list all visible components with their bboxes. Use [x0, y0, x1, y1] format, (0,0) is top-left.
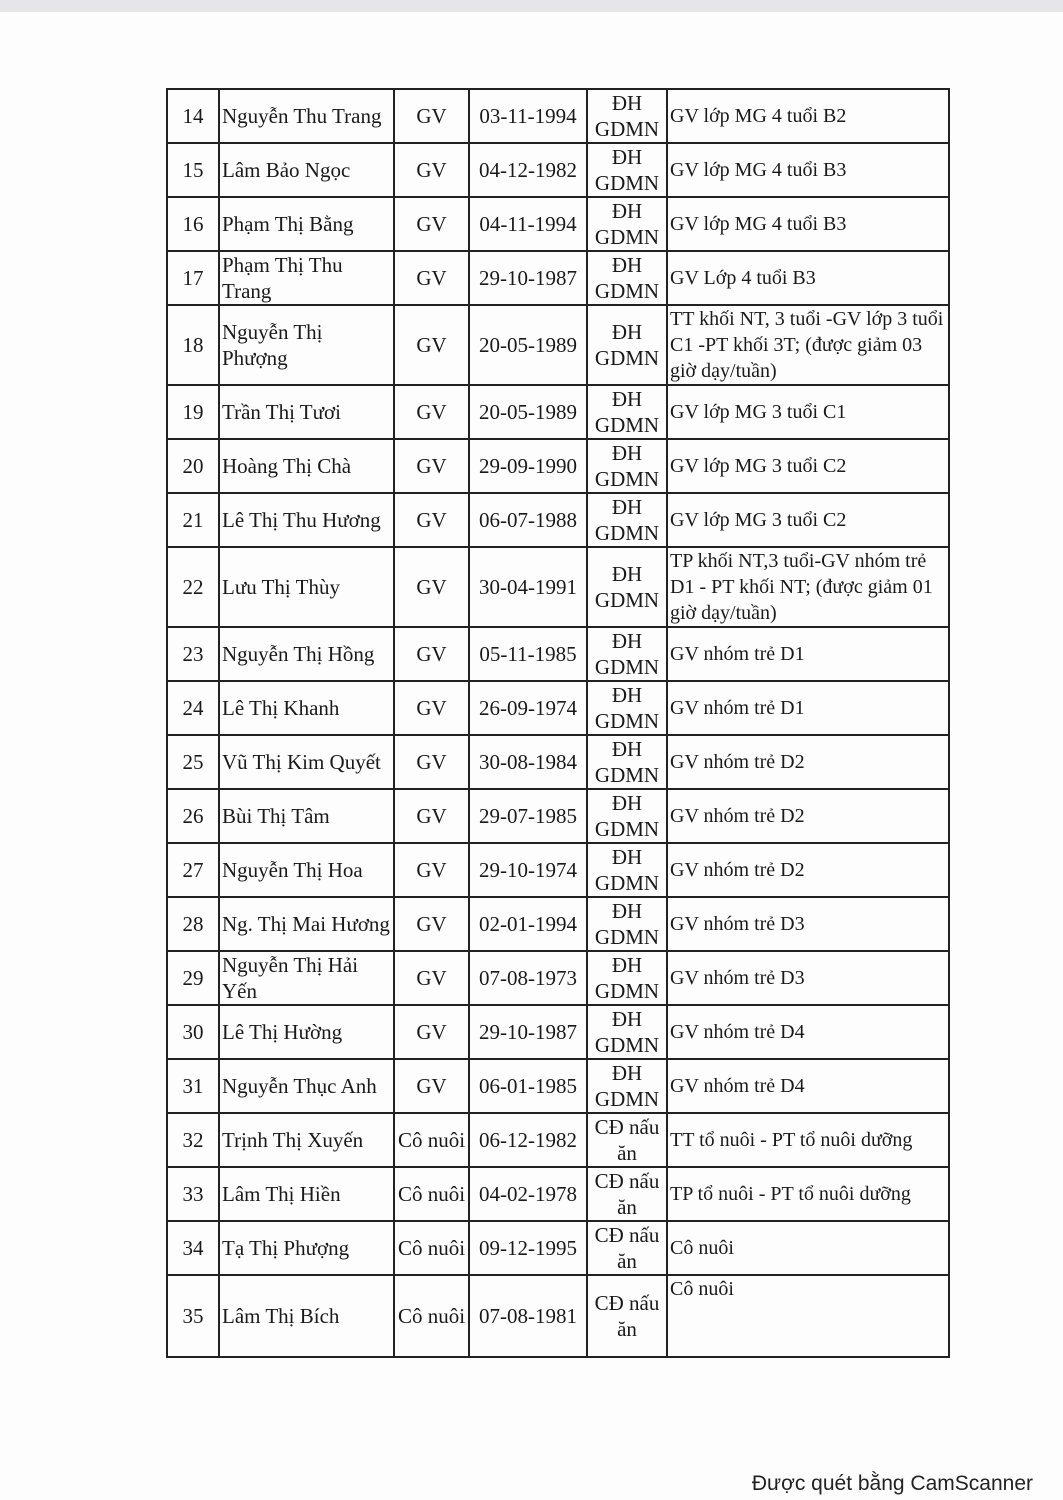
staff-name: Nguyễn Thục Anh: [219, 1059, 394, 1113]
assigned-task: GV lớp MG 4 tuổi B2: [667, 89, 949, 143]
table-row: [167, 627, 949, 681]
staff-name: Ng. Thị Mai Hương: [219, 897, 394, 951]
staff-role: GV: [394, 735, 469, 789]
birth-date: 29-10-1987: [469, 251, 587, 305]
row-number: 19: [167, 385, 219, 439]
assigned-task: GV lớp MG 3 tuổi C1: [667, 385, 949, 439]
staff-name: Phạm Thị Bằng: [219, 197, 394, 251]
top-edge-bar: [0, 0, 1063, 12]
assigned-task: GV lớp MG 4 tuổi B3: [667, 197, 949, 251]
row-number: 21: [167, 493, 219, 547]
birth-date: 06-01-1985: [469, 1059, 587, 1113]
qualification: ĐH GDMN: [587, 305, 667, 385]
staff-role: GV: [394, 143, 469, 197]
staff-role: GV: [394, 681, 469, 735]
birth-date: 29-09-1990: [469, 439, 587, 493]
row-number: 16: [167, 197, 219, 251]
birth-date: 29-10-1987: [469, 1005, 587, 1059]
qualification: ĐH GDMN: [587, 789, 667, 843]
qualification: ĐH GDMN: [587, 1005, 667, 1059]
staff-table-body: [167, 89, 949, 1357]
birth-date: 07-08-1973: [469, 951, 587, 1005]
staff-role: GV: [394, 897, 469, 951]
qualification: CĐ nấu ăn: [587, 1275, 667, 1357]
staff-name: Lâm Thị Bích: [219, 1275, 394, 1357]
birth-date: 09-12-1995: [469, 1221, 587, 1275]
row-number: 29: [167, 951, 219, 1005]
assigned-task: GV nhóm trẻ D4: [667, 1005, 949, 1059]
staff-role: Cô nuôi: [394, 1113, 469, 1167]
table-row: [167, 493, 949, 547]
row-number: 28: [167, 897, 219, 951]
row-number: 15: [167, 143, 219, 197]
assigned-task: GV nhóm trẻ D1: [667, 627, 949, 681]
staff-name: Nguyễn Thị Hồng: [219, 627, 394, 681]
qualification: CĐ nấu ăn: [587, 1167, 667, 1221]
birth-date: 06-07-1988: [469, 493, 587, 547]
table-row: [167, 1275, 949, 1357]
row-number: 30: [167, 1005, 219, 1059]
staff-name: Hoàng Thị Chà: [219, 439, 394, 493]
staff-name: Nguyễn Thị Phượng: [219, 305, 394, 385]
camscanner-footer: Được quét bằng CamScanner: [751, 1472, 1033, 1495]
assigned-task: GV nhóm trẻ D3: [667, 951, 949, 1005]
assigned-task: TP khối NT,3 tuổi-GV nhóm trẻ D1 - PT khối NT; (được giảm 01 giờ dạy/tuần): [667, 547, 949, 627]
assigned-task: Cô nuôi: [667, 1275, 949, 1357]
table-row: [167, 897, 949, 951]
birth-date: 04-12-1982: [469, 143, 587, 197]
assigned-task: Cô nuôi: [667, 1221, 949, 1275]
assigned-task: GV nhóm trẻ D3: [667, 897, 949, 951]
staff-role: Cô nuôi: [394, 1275, 469, 1357]
staff-name: Trịnh Thị Xuyến: [219, 1113, 394, 1167]
table-row: [167, 547, 949, 627]
birth-date: 26-09-1974: [469, 681, 587, 735]
qualification: ĐH GDMN: [587, 897, 667, 951]
row-number: 22: [167, 547, 219, 627]
table-row: [167, 789, 949, 843]
qualification: ĐH GDMN: [587, 143, 667, 197]
qualification: ĐH GDMN: [587, 385, 667, 439]
staff-role: GV: [394, 1059, 469, 1113]
table-row: [167, 305, 949, 385]
qualification: ĐH GDMN: [587, 547, 667, 627]
qualification: ĐH GDMN: [587, 951, 667, 1005]
row-number: 35: [167, 1275, 219, 1357]
staff-role: GV: [394, 547, 469, 627]
birth-date: 30-04-1991: [469, 547, 587, 627]
birth-date: 06-12-1982: [469, 1113, 587, 1167]
staff-role: Cô nuôi: [394, 1167, 469, 1221]
row-number: 32: [167, 1113, 219, 1167]
assigned-task: GV lớp MG 4 tuổi B3: [667, 143, 949, 197]
staff-name: Nguyễn Thị Hải Yến: [219, 951, 394, 1005]
staff-role: GV: [394, 439, 469, 493]
birth-date: 20-05-1989: [469, 305, 587, 385]
row-number: 18: [167, 305, 219, 385]
staff-role: GV: [394, 385, 469, 439]
assigned-task: GV nhóm trẻ D1: [667, 681, 949, 735]
birth-date: 04-11-1994: [469, 197, 587, 251]
qualification: ĐH GDMN: [587, 89, 667, 143]
birth-date: 20-05-1989: [469, 385, 587, 439]
row-number: 23: [167, 627, 219, 681]
staff-role: Cô nuôi: [394, 1221, 469, 1275]
staff-name: Lê Thị Khanh: [219, 681, 394, 735]
row-number: 25: [167, 735, 219, 789]
qualification: CĐ nấu ăn: [587, 1113, 667, 1167]
row-number: 33: [167, 1167, 219, 1221]
staff-name: Lưu Thị Thùy: [219, 547, 394, 627]
table-row: [167, 1113, 949, 1167]
table-row: [167, 197, 949, 251]
staff-name: Lê Thị Thu Hương: [219, 493, 394, 547]
qualification: ĐH GDMN: [587, 251, 667, 305]
assigned-task: GV nhóm trẻ D2: [667, 735, 949, 789]
assigned-task: GV nhóm trẻ D2: [667, 843, 949, 897]
table-row: [167, 681, 949, 735]
birth-date: 29-10-1974: [469, 843, 587, 897]
qualification: CĐ nấu ăn: [587, 1221, 667, 1275]
staff-role: GV: [394, 197, 469, 251]
staff-role: GV: [394, 1005, 469, 1059]
assigned-task: GV nhóm trẻ D4: [667, 1059, 949, 1113]
table-row: [167, 1005, 949, 1059]
qualification: ĐH GDMN: [587, 735, 667, 789]
staff-name: Lâm Bảo Ngọc: [219, 143, 394, 197]
table-row: [167, 735, 949, 789]
birth-date: 03-11-1994: [469, 89, 587, 143]
assigned-task: GV lớp MG 3 tuổi C2: [667, 493, 949, 547]
table-row: [167, 1221, 949, 1275]
staff-name: Bùi Thị Tâm: [219, 789, 394, 843]
staff-name: Trần Thị Tươi: [219, 385, 394, 439]
staff-name: Lâm Thị Hiền: [219, 1167, 394, 1221]
qualification: ĐH GDMN: [587, 843, 667, 897]
assigned-task: TT khối NT, 3 tuổi -GV lớp 3 tuổi C1 -PT khối 3T; (được giảm 03 giờ dạy/tuần): [667, 305, 949, 385]
row-number: 24: [167, 681, 219, 735]
qualification: ĐH GDMN: [587, 197, 667, 251]
staff-role: GV: [394, 627, 469, 681]
staff-table: [166, 88, 950, 1358]
assigned-task: GV nhóm trẻ D2: [667, 789, 949, 843]
staff-name: Tạ Thị Phượng: [219, 1221, 394, 1275]
table-row: [167, 143, 949, 197]
birth-date: 02-01-1994: [469, 897, 587, 951]
staff-role: GV: [394, 843, 469, 897]
staff-name: Phạm Thị Thu Trang: [219, 251, 394, 305]
staff-role: GV: [394, 305, 469, 385]
row-number: 26: [167, 789, 219, 843]
staff-role: GV: [394, 251, 469, 305]
staff-role: GV: [394, 789, 469, 843]
table-row: [167, 385, 949, 439]
row-number: 14: [167, 89, 219, 143]
row-number: 27: [167, 843, 219, 897]
table-row: [167, 89, 949, 143]
row-number: 20: [167, 439, 219, 493]
row-number: 34: [167, 1221, 219, 1275]
staff-name: Vũ Thị Kim Quyết: [219, 735, 394, 789]
table-row: [167, 951, 949, 1005]
row-number: 31: [167, 1059, 219, 1113]
qualification: ĐH GDMN: [587, 681, 667, 735]
birth-date: 04-02-1978: [469, 1167, 587, 1221]
assigned-task: GV Lớp 4 tuổi B3: [667, 251, 949, 305]
qualification: ĐH GDMN: [587, 1059, 667, 1113]
table-row: [167, 1059, 949, 1113]
assigned-task: GV lớp MG 3 tuổi C2: [667, 439, 949, 493]
table-row: [167, 1167, 949, 1221]
assigned-task: TP tổ nuôi - PT tổ nuôi dưỡng: [667, 1167, 949, 1221]
staff-name: Lê Thị Hường: [219, 1005, 394, 1059]
staff-role: GV: [394, 493, 469, 547]
row-number: 17: [167, 251, 219, 305]
table-row: [167, 439, 949, 493]
staff-name: Nguyễn Thị Hoa: [219, 843, 394, 897]
staff-role: GV: [394, 89, 469, 143]
qualification: ĐH GDMN: [587, 493, 667, 547]
qualification: ĐH GDMN: [587, 439, 667, 493]
birth-date: 07-08-1981: [469, 1275, 587, 1357]
staff-role: GV: [394, 951, 469, 1005]
assigned-task: TT tổ nuôi - PT tổ nuôi dưỡng: [667, 1113, 949, 1167]
table-row: [167, 251, 949, 305]
birth-date: 30-08-1984: [469, 735, 587, 789]
birth-date: 05-11-1985: [469, 627, 587, 681]
staff-name: Nguyễn Thu Trang: [219, 89, 394, 143]
table-row: [167, 843, 949, 897]
birth-date: 29-07-1985: [469, 789, 587, 843]
qualification: ĐH GDMN: [587, 627, 667, 681]
